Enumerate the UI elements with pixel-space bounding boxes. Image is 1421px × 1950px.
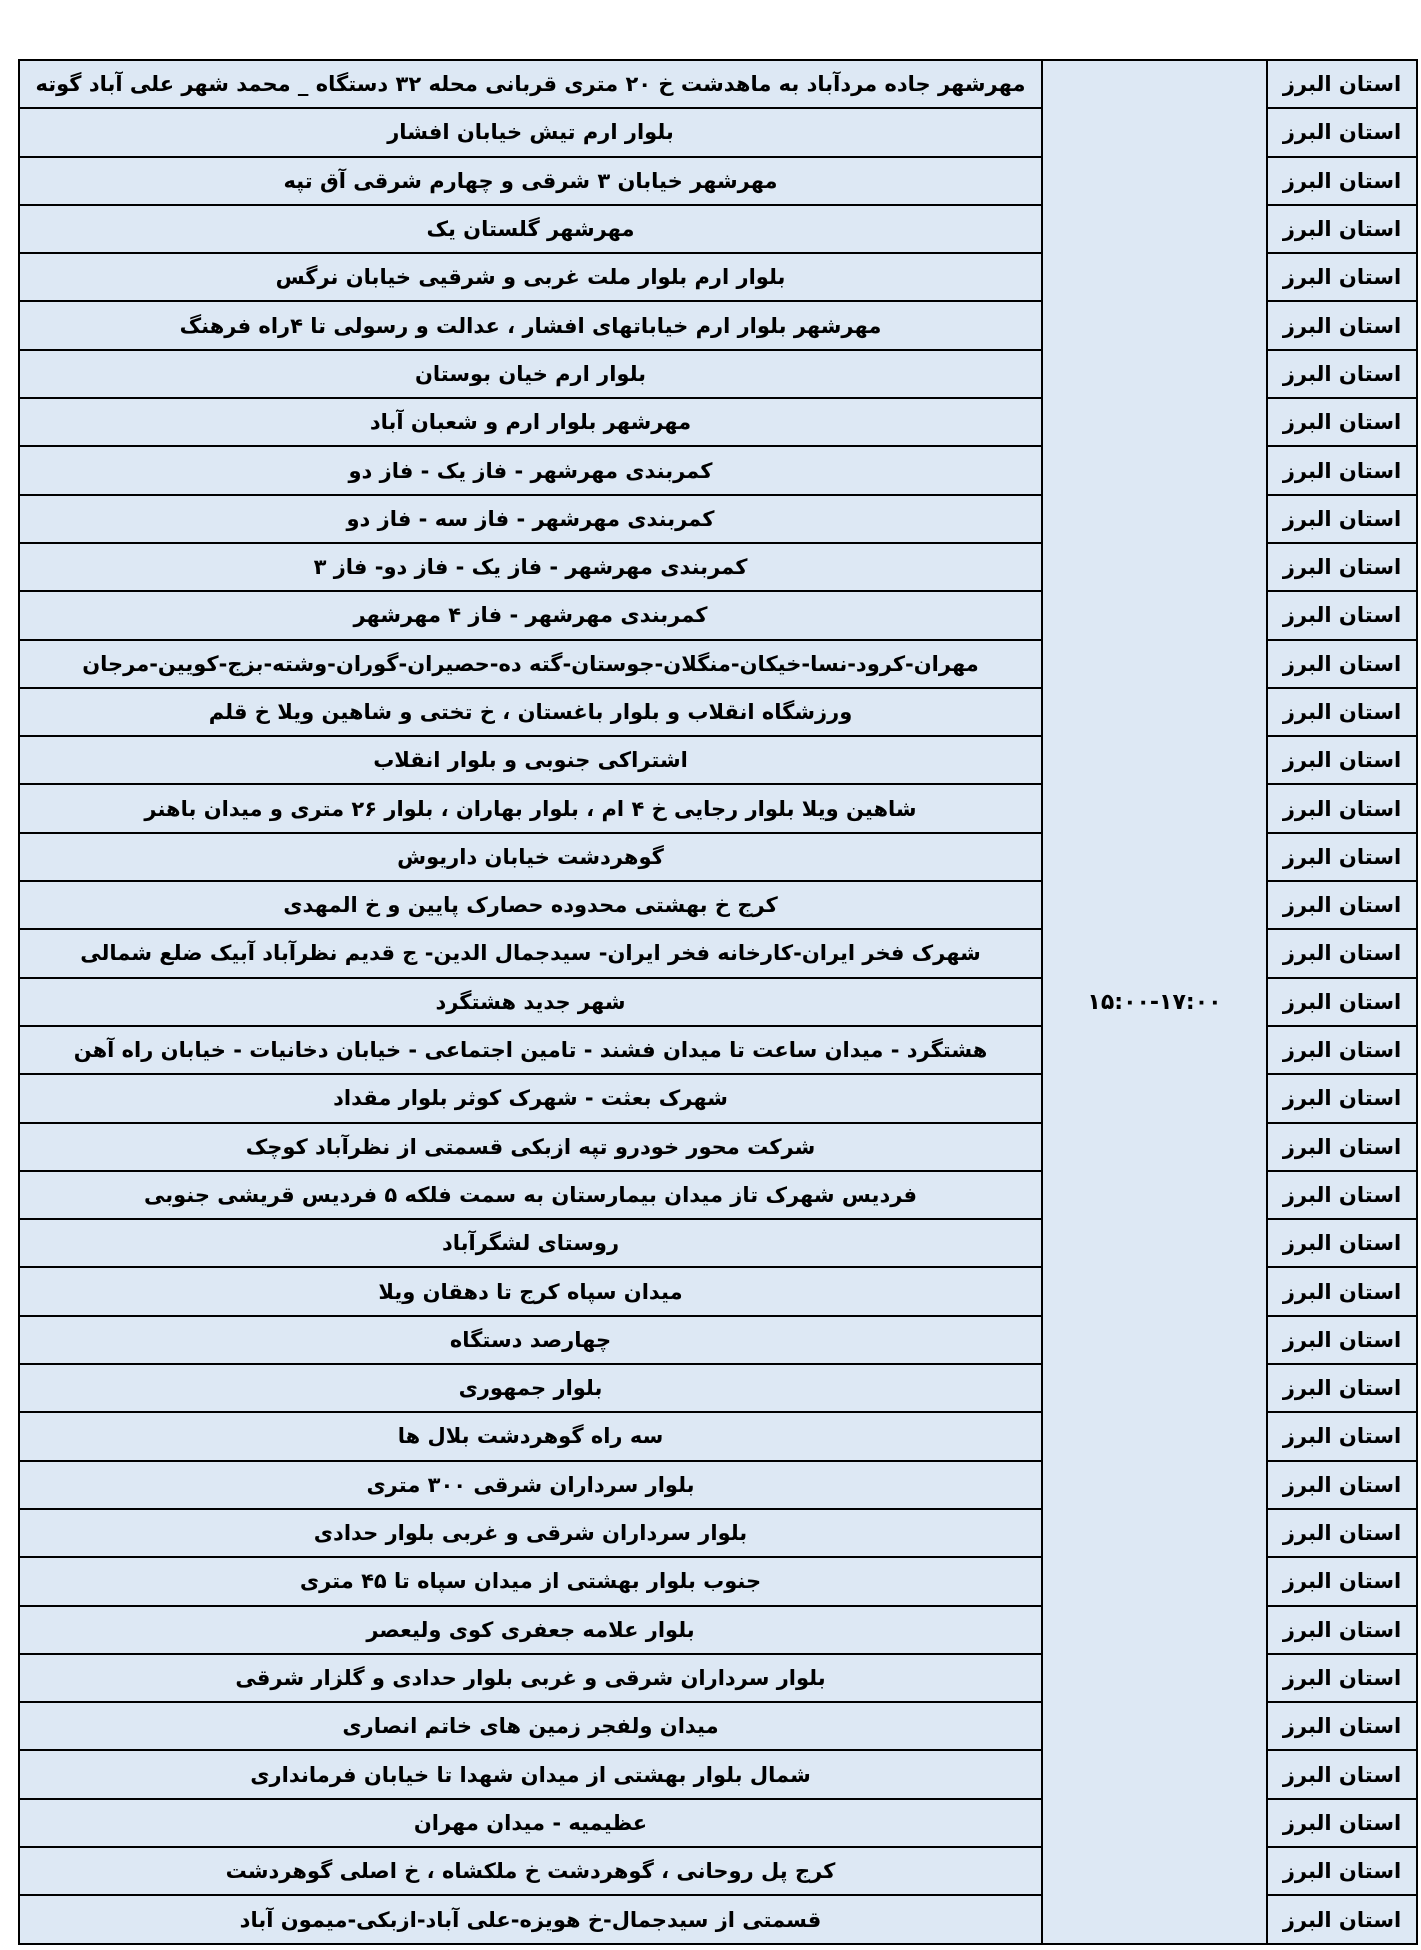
province-cell: استان البرز — [1267, 1509, 1417, 1557]
area-cell: بلوار علامه جعفری کوی ولیعصر — [19, 1606, 1042, 1654]
area-cell: بلوار ارم بلوار ملت غربی و شرقیی خیابان نرگس — [19, 253, 1042, 301]
area-cell: کمربندی مهرشهر - فاز یک - فاز دو — [19, 446, 1042, 494]
province-cell: استان البرز — [1267, 1267, 1417, 1315]
area-cell: مهرشهر گلستان یک — [19, 205, 1042, 253]
province-cell: استان البرز — [1267, 350, 1417, 398]
table-row — [19, 60, 1417, 108]
province-cell: استان البرز — [1267, 784, 1417, 832]
area-cell: مهرشهر خیابان ۳ شرقی و چهارم شرقی آق تپه — [19, 157, 1042, 205]
area-cell: کرج خ بهشتی محدوده حصارک پایین و خ المهدی — [19, 881, 1042, 929]
area-cell: بلوار سرداران شرقی و غربی بلوار حدادی — [19, 1509, 1042, 1557]
province-cell: استان البرز — [1267, 1557, 1417, 1605]
area-cell: کمربندی مهرشهر - فاز سه - فاز دو — [19, 495, 1042, 543]
province-cell: استان البرز — [1267, 1654, 1417, 1702]
area-cell: سه راه گوهردشت بلال ها — [19, 1412, 1042, 1460]
area-cell: بلوار سرداران شرقی و غربی بلوار حدادی و گلزار شرقی — [19, 1654, 1042, 1702]
province-cell: استان البرز — [1267, 1702, 1417, 1750]
province-cell: استان البرز — [1267, 1461, 1417, 1509]
area-cell: شمال بلوار بهشتی از میدان شهدا تا خیابان فرمانداری — [19, 1750, 1042, 1798]
province-cell: استان البرز — [1267, 1412, 1417, 1460]
province-cell: استان البرز — [1267, 1847, 1417, 1895]
province-cell: استان البرز — [1267, 736, 1417, 784]
province-cell: استان البرز — [1267, 1171, 1417, 1219]
area-cell: اشتراکی جنوبی و بلوار انقلاب — [19, 736, 1042, 784]
province-cell: استان البرز — [1267, 495, 1417, 543]
area-cell: قسمتی از سیدجمال-خ هویزه-علی آباد-ازبکی-میمون آباد — [19, 1895, 1042, 1944]
province-cell: استان البرز — [1267, 978, 1417, 1026]
province-cell: استان البرز — [1267, 108, 1417, 156]
province-cell: استان البرز — [1267, 1316, 1417, 1364]
area-cell: کرج پل روحانی ، گوهردشت خ ملکشاه ، خ اصلی گوهردشت — [19, 1847, 1042, 1895]
area-cell: مهرشهر بلوار ارم خیاباتهای افشار ، عدالت و رسولی تا ۴راه فرهنگ — [19, 301, 1042, 349]
area-cell: فردیس شهرک تاز میدان بیمارستان به سمت فلکه ۵ فردیس قریشی جنوبی — [19, 1171, 1042, 1219]
area-cell: میدان ولفجر زمین های خاتم انصاری — [19, 1702, 1042, 1750]
province-cell: استان البرز — [1267, 1026, 1417, 1074]
area-cell: کمربندی مهرشهر - فاز یک - فاز دو- فاز ۳ — [19, 543, 1042, 591]
area-cell: هشتگرد - میدان ساعت تا میدان فشند - تامین اجتماعی - خیابان دخانیات - خیابان راه آهن — [19, 1026, 1042, 1074]
province-cell: استان البرز — [1267, 205, 1417, 253]
area-cell: شهر جدید هشتگرد — [19, 978, 1042, 1026]
area-cell: ورزشگاه انقلاب و بلوار باغستان ، خ تختی و شاهین ویلا خ قلم — [19, 688, 1042, 736]
province-cell: استان البرز — [1267, 1219, 1417, 1267]
province-cell: استان البرز — [1267, 301, 1417, 349]
outage-schedule-table — [18, 59, 1418, 1945]
province-cell: استان البرز — [1267, 881, 1417, 929]
area-cell: جنوب بلوار بهشتی از میدان سپاه تا ۴۵ متری — [19, 1557, 1042, 1605]
area-cell: بلوار جمهوری — [19, 1364, 1042, 1412]
province-cell: استان البرز — [1267, 1606, 1417, 1654]
area-cell: شهرک بعثت - شهرک کوثر بلوار مقداد — [19, 1074, 1042, 1122]
area-cell: کمربندی مهرشهر - فاز ۴ مهرشهر — [19, 591, 1042, 639]
province-cell: استان البرز — [1267, 60, 1417, 108]
area-cell: روستای لشگرآباد — [19, 1219, 1042, 1267]
area-cell: مهران-کرود-نسا-خیکان-منگلان-جوستان-گته ده-حصیران-گوران-وشته-بزج-کویین-مرجان — [19, 640, 1042, 688]
province-cell: استان البرز — [1267, 1074, 1417, 1122]
province-cell: استان البرز — [1267, 1895, 1417, 1944]
area-cell: گوهردشت خیابان داریوش — [19, 833, 1042, 881]
time-window-cell: ۱۵:۰۰-۱۷:۰۰ — [1042, 60, 1267, 1944]
area-cell: چهارصد دستگاه — [19, 1316, 1042, 1364]
province-cell: استان البرز — [1267, 543, 1417, 591]
area-cell: مهرشهر بلوار ارم و شعبان آباد — [19, 398, 1042, 446]
province-cell: استان البرز — [1267, 1364, 1417, 1412]
province-cell: استان البرز — [1267, 688, 1417, 736]
province-cell: استان البرز — [1267, 1123, 1417, 1171]
province-cell: استان البرز — [1267, 640, 1417, 688]
area-cell: بلوار سرداران شرقی ۳۰۰ متری — [19, 1461, 1042, 1509]
province-cell: استان البرز — [1267, 1799, 1417, 1847]
outage-schedule-body — [19, 60, 1417, 1944]
area-cell: عظیمیه - میدان مهران — [19, 1799, 1042, 1847]
area-cell: شرکت محور خودرو تپه ازبکی قسمتی از نظرآباد کوچک — [19, 1123, 1042, 1171]
province-cell: استان البرز — [1267, 1750, 1417, 1798]
province-cell: استان البرز — [1267, 929, 1417, 977]
area-cell: شاهین ویلا بلوار رجایی خ ۴ ام ، بلوار بهاران ، بلوار ۲۶ متری و میدان باهنر — [19, 784, 1042, 832]
province-cell: استان البرز — [1267, 157, 1417, 205]
province-cell: استان البرز — [1267, 833, 1417, 881]
area-cell: شهرک فخر ایران-کارخانه فخر ایران- سیدجمال الدین- ج قدیم نظرآباد آبیک ضلع شمالی — [19, 929, 1042, 977]
area-cell: بلوار ارم تیش خیابان افشار — [19, 108, 1042, 156]
province-cell: استان البرز — [1267, 591, 1417, 639]
area-cell: مهرشهر جاده مردآباد به ماهدشت خ ۲۰ متری قربانی محله ۳۲ دستگاه _ محمد شهر علی آباد گوته — [19, 60, 1042, 108]
province-cell: استان البرز — [1267, 398, 1417, 446]
province-cell: استان البرز — [1267, 446, 1417, 494]
province-cell: استان البرز — [1267, 253, 1417, 301]
area-cell: بلوار ارم خیان بوستان — [19, 350, 1042, 398]
area-cell: میدان سپاه کرج تا دهقان ویلا — [19, 1267, 1042, 1315]
